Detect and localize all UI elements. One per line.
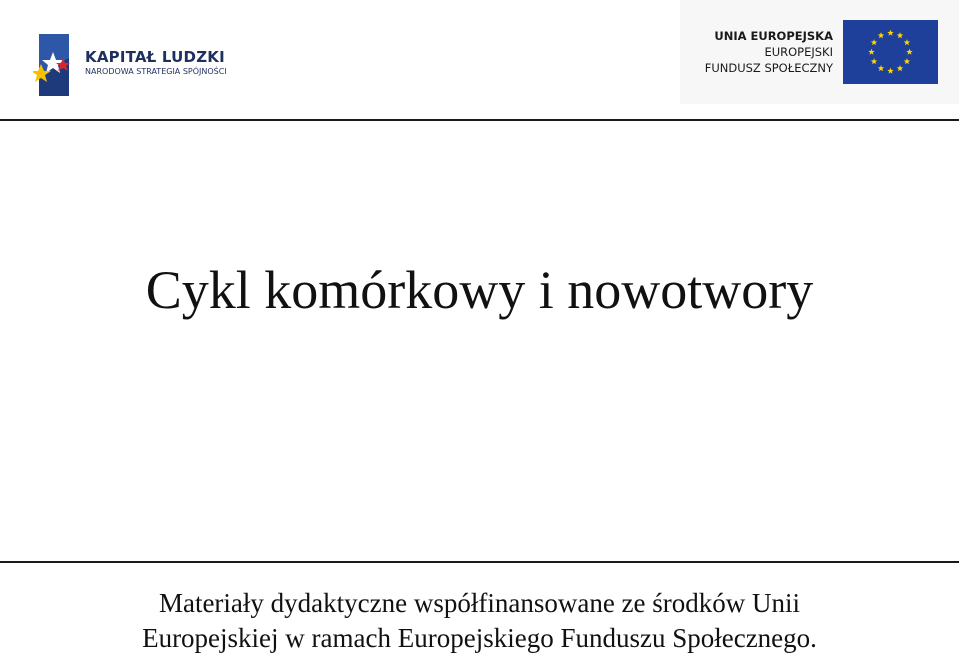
eu-logo-line3: FUNDUSZ SPOŁECZNY	[704, 61, 833, 75]
funding-note-line1: Materiały dydaktyczne współfinansowane ze środków Unii	[158, 588, 801, 618]
page-title: Cykl komórkowy i nowotwory	[145, 260, 814, 320]
kapital-ludzki-logo	[33, 28, 243, 100]
kapital-ludzki-emblem-icon	[33, 28, 83, 100]
eu-logo-line1: UNIA EUROPEJSKA	[714, 29, 833, 43]
funding-note-line2: Europejskiej w ramach Europejskiego Funduszu Społecznego.	[142, 623, 817, 653]
footer-divider	[0, 561, 959, 563]
eu-fund-logo	[680, 0, 959, 104]
eu-flag-icon	[843, 20, 938, 84]
kapital-ludzki-title: KAPITAŁ LUDZKI	[85, 48, 225, 66]
kapital-ludzki-subtitle: NARODOWA STRATEGIA SPÓJNOŚCI	[85, 67, 227, 76]
header-divider	[0, 119, 959, 121]
funding-note	[0, 586, 959, 656]
eu-logo-line2: EUROPEJSKI	[764, 45, 833, 59]
